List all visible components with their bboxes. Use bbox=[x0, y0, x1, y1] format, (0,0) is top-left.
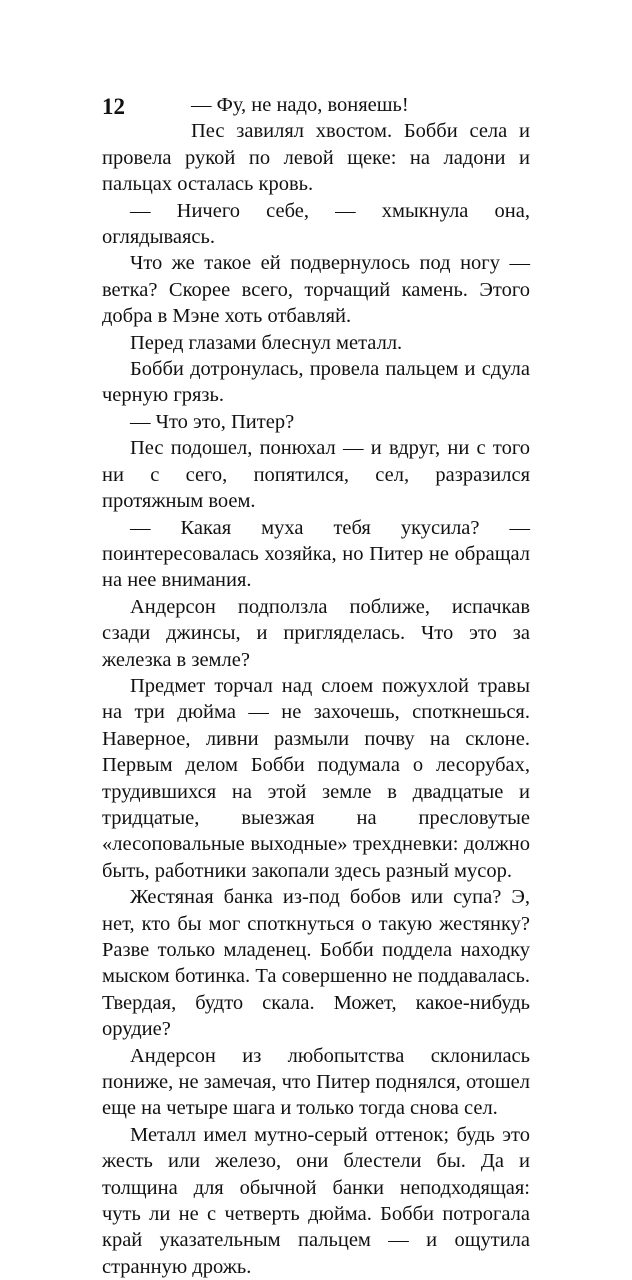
paragraph-1: — Фу, не надо, воняешь! bbox=[191, 94, 409, 116]
paragraph-14: Металл имел мутно-серый оттенок; будь это жесть или железо, они блестели бы. Да и толщина для обычной банки неподходящая: чуть ли не с четверть дюйма. Бобби потрогала край указательным пальцем — и ощутила странную дрожь. bbox=[102, 1123, 530, 1278]
page-number: 12 bbox=[102, 94, 125, 119]
paragraph-5: Перед глазами блеснул металл. bbox=[130, 331, 403, 354]
paragraph-12: Жестяная банка из-под бобов или супа? Э, нет, кто бы мог споткнуться о такую жестянку? Разве только младенец. Бобби поддела находку мыском ботинка. Та совершенно не поддавалась. Твердая, будто скала. Может, какое-нибудь орудие? bbox=[102, 886, 530, 1041]
body-text bbox=[102, 92, 530, 1280]
paragraph-6: Бобби дотронулась, провела пальцем и сдула черную грязь. bbox=[102, 358, 530, 407]
paragraph-13: Андерсон из любопытства склонилась пониже, не замечая, что Питер поднялся, отошел еще на четыре шага и только тогда снова сел. bbox=[102, 1044, 530, 1120]
paragraph-7: — Что это, Питер? bbox=[130, 410, 295, 433]
paragraph-4: Что же такое ей подвернулось под ногу — ветка? Скорее всего, торчащий камень. Этого добра в Мэне хоть отбавляй. bbox=[102, 252, 530, 328]
paragraph-2: Пес завилял хвостом. Бобби села и провела рукой по левой щеке: на ладони и пальцах осталась кровь. bbox=[102, 120, 530, 196]
paragraph-10: Андерсон подползла поближе, испачкав сзади джинсы, и пригляделась. Что это за железка в земле? bbox=[102, 595, 530, 671]
paragraph-11: Предмет торчал над слоем пожухлой травы на три дюйма — не захочешь, споткнешься. Наверное, ливни размыли почву на склоне. Первым делом Бобби подумала о лесорубах, трудившихся на этой земле в двадцатые и тридцатые, выезжая на пресловутые «лесоповальные выходные» трехдневки: должно быть, работники закопали здесь разный мусор. bbox=[102, 674, 530, 882]
paragraph-8: Пес подошел, понюхал — и вдруг, ни с того ни с сего, попятился, сел, разразился протяжным воем. bbox=[102, 437, 530, 513]
paragraph-3: — Ничего себе, — хмыкнула она, оглядываясь. bbox=[102, 199, 530, 249]
paragraph-9: — Какая муха тебя укусила? — поинтересовалась хозяйка, но Питер не обращал на нее внимания. bbox=[102, 516, 530, 592]
